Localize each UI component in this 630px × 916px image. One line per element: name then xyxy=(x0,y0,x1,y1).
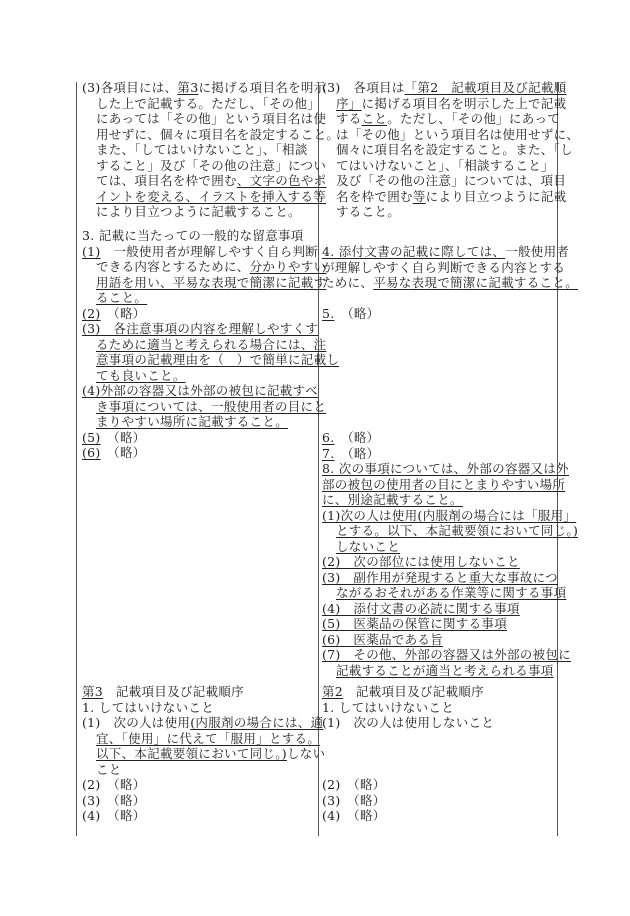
underlined-revision-text: 部の被包の使用者の目にとまりやすい場所 xyxy=(322,476,566,492)
text-segment: (3)各項目には、 xyxy=(82,80,178,95)
underlined-revision-text: 平易な表現で簡潔に記載すること。 xyxy=(373,275,579,290)
underlined-revision-text: (内服剤の場合には、適 xyxy=(190,715,324,730)
underlined-revision-text: 第3 xyxy=(177,80,199,95)
text-line xyxy=(322,96,579,112)
underlined-revision-text: こと xyxy=(361,111,388,126)
text-line xyxy=(82,731,325,747)
text-line xyxy=(82,158,339,174)
text-line xyxy=(82,445,339,461)
underlined-revision-text: とする。以下、本記載要領において同じ。) xyxy=(336,523,579,538)
underlined-revision-text: ても良いこと。 xyxy=(96,367,186,383)
text-segment: 及び「その他の注意」については、項目 xyxy=(336,173,567,188)
text-segment: 記載項目及び記載順序 xyxy=(343,684,484,699)
underlined-revision-text: (5) 医薬品の保管に関する事項 xyxy=(322,616,508,631)
text-line xyxy=(322,715,494,731)
text-line xyxy=(82,414,339,430)
text-segment: （略） xyxy=(334,306,380,321)
text-line xyxy=(82,306,339,322)
text-line xyxy=(82,352,339,368)
text-segment: は「その他」という項目名は使用せずに、 xyxy=(336,126,580,142)
text-line xyxy=(322,244,578,260)
text-line xyxy=(322,111,579,127)
text-line xyxy=(322,508,578,524)
text-segment: 1. してはいけないこと xyxy=(322,699,454,715)
text-line xyxy=(322,616,578,632)
text-line xyxy=(322,492,578,508)
underlined-revision-text: (2) 次の部位には使用しないこと xyxy=(322,554,520,569)
text-segment: (1) 次の人は使用しないこと xyxy=(322,715,495,730)
right-section-2-omitted-items xyxy=(322,777,386,824)
text-segment: てはいけないこと」、「相談すること」 xyxy=(336,157,554,173)
text-line xyxy=(82,275,339,291)
text-line xyxy=(82,80,339,96)
underlined-revision-text: 宜、「使用」に代えて「服用」とする。 xyxy=(96,730,321,746)
text-segment: 用せずに、個々に項目名を設定すること。 xyxy=(96,126,340,142)
right-items-6-8-section xyxy=(322,430,578,678)
underlined-revision-text: 意事項の記載理由を（ ）で簡単に記載し xyxy=(96,352,340,367)
text-line xyxy=(322,632,578,648)
underlined-revision-text: まりやすい場所に記載すること。 xyxy=(96,414,289,429)
text-line xyxy=(82,244,339,260)
text-line xyxy=(322,539,578,555)
text-line xyxy=(322,477,578,493)
text-segment: ために、 xyxy=(322,275,374,290)
text-segment: 個々に項目名を設定すること。また、「し xyxy=(336,142,573,157)
underlined-revision-text: (4) 添付文書の必読に関する事項 xyxy=(322,600,520,616)
text-line xyxy=(322,306,379,322)
text-line xyxy=(82,127,339,143)
underlined-revision-text: 用語を用い、平易な表現で簡潔に記載す xyxy=(96,274,327,290)
text-segment: に掲げる項目名を明示 xyxy=(198,80,327,95)
text-line xyxy=(322,777,386,793)
text-segment: (2) （略） xyxy=(322,777,386,792)
text-segment: 記載項目及び記載順序 xyxy=(103,684,244,699)
text-line xyxy=(322,189,579,205)
text-segment: （略） xyxy=(100,429,146,445)
text-line xyxy=(322,808,386,824)
text-segment: (4) （略） xyxy=(82,808,146,823)
text-line xyxy=(82,762,325,778)
underlined-revision-text: 序」 xyxy=(336,95,362,111)
underlined-revision-text: (3) 各注意事項の内容を理解しやすくす xyxy=(82,321,319,336)
underlined-revision-text: しないこと xyxy=(336,538,401,554)
text-line xyxy=(82,290,339,306)
underlined-revision-text: 「第2 記載項目及び記載順 xyxy=(404,80,567,95)
text-segment: (1) 次の人は使用 xyxy=(82,715,191,730)
text-line xyxy=(82,793,325,809)
underlined-revision-text: (4)外部の容器又は外部の被包に記載すべ xyxy=(82,383,318,398)
right-item-4-section xyxy=(322,244,578,291)
text-line xyxy=(322,173,579,189)
underlined-revision-text: 第3 xyxy=(82,684,104,699)
text-line xyxy=(322,793,386,809)
text-line xyxy=(322,275,578,291)
text-line xyxy=(82,111,339,127)
text-segment: にあっては「その他」という項目名は使 xyxy=(96,111,327,126)
underlined-revision-text: 5. xyxy=(322,306,335,321)
text-line xyxy=(82,228,339,244)
right-item-5-section xyxy=(322,306,379,322)
underlined-revision-text: 、文字の色やポ xyxy=(236,173,327,188)
text-line xyxy=(322,585,578,601)
text-line xyxy=(322,127,579,143)
text-line xyxy=(322,158,579,174)
underlined-revision-text: 分かりやすい xyxy=(249,259,327,274)
text-segment: すること」及び「その他の注意」につい xyxy=(96,157,327,173)
text-line xyxy=(322,80,579,96)
text-segment: （略） xyxy=(334,430,380,445)
text-line xyxy=(82,337,339,353)
text-line xyxy=(322,461,578,477)
underlined-revision-text: 第2 xyxy=(322,684,344,699)
text-line xyxy=(82,368,339,384)
text-segment: 3. 記載に当たっての一般的な留意事項 xyxy=(82,228,304,243)
text-line xyxy=(322,204,579,220)
underlined-revision-text: (3) 副作用が発現すると重大な事故につ xyxy=(322,569,558,585)
underlined-revision-text: (5) xyxy=(82,429,101,445)
text-line xyxy=(82,189,339,205)
text-line xyxy=(82,399,339,415)
underlined-revision-text: (6) 医薬品である旨 xyxy=(322,631,444,647)
text-line xyxy=(322,570,578,586)
right-section-2-items xyxy=(322,684,494,731)
underlined-revision-text: (2) xyxy=(82,305,101,321)
text-line xyxy=(82,715,325,731)
text-segment: (4) （略） xyxy=(322,808,386,823)
text-segment: こと xyxy=(96,761,122,777)
text-line xyxy=(322,700,494,716)
text-line xyxy=(82,777,325,793)
underlined-revision-text: (7) その他、外部の容器又は外部の被包に xyxy=(322,647,572,662)
text-segment: ては、項目名を枠で囲む xyxy=(96,173,237,188)
text-line xyxy=(82,204,339,220)
text-segment: する xyxy=(336,111,362,126)
underlined-revision-text: るために適当と考えられる場合には、注 xyxy=(96,336,327,352)
right-item-3-section xyxy=(322,80,579,220)
text-line xyxy=(82,383,339,399)
text-line xyxy=(82,142,339,158)
text-line xyxy=(322,663,578,679)
text-segment: に掲げる項目名を明示した上で記載 xyxy=(361,95,567,111)
text-segment: (3) （略） xyxy=(322,792,386,808)
text-segment: した上で記載する。ただし、「その他」 xyxy=(96,95,321,111)
underlined-revision-text: (1)次の人は使用(内服剤の場合には「服用」 xyxy=(322,507,577,523)
text-line xyxy=(82,173,339,189)
underlined-revision-text: 記載することが適当と考えられる事項 xyxy=(336,662,554,678)
underlined-revision-text: 等 xyxy=(412,188,426,204)
text-line xyxy=(82,430,339,446)
text-segment: しない xyxy=(286,746,326,761)
text-segment: 一般使用者 xyxy=(505,244,570,259)
text-segment: が理解しやすく自ら判断できる内容とする xyxy=(322,259,566,275)
underlined-revision-text: 以下、本記載要領において同じ。) xyxy=(96,746,287,761)
text-segment: すること。 xyxy=(336,204,401,219)
underlined-revision-text: 4. 添付文書の記載に際しては、 xyxy=(322,244,506,259)
text-segment: （略） xyxy=(334,445,380,461)
text-line xyxy=(82,684,325,700)
text-segment: (3) 各項目は xyxy=(322,80,405,95)
text-segment: 1. してはいけないこと xyxy=(82,699,214,715)
text-line xyxy=(322,684,494,700)
table-border-left xyxy=(76,82,77,836)
text-line xyxy=(322,601,578,617)
underlined-revision-text: き事項については、一般使用者の目にと xyxy=(96,398,327,414)
underlined-revision-text: イントを変える、イラストを挿入する等 xyxy=(96,188,327,204)
underlined-revision-text: 7. xyxy=(322,445,335,461)
underlined-revision-text: (6) xyxy=(82,445,101,460)
text-line xyxy=(82,259,339,275)
text-line xyxy=(322,142,579,158)
text-segment: により目立つように記載すること。 xyxy=(96,204,301,219)
left-section-3-items xyxy=(82,684,325,824)
underlined-revision-text: 8. 次の事項については、外部の容器又は外 xyxy=(322,461,569,476)
text-line xyxy=(82,808,325,824)
text-line xyxy=(322,554,578,570)
text-segment: (3) （略） xyxy=(82,792,146,808)
text-segment: 一般使用者が理解しやすく自ら判断 xyxy=(100,243,319,259)
underlined-revision-text: に、別途記載すること。 xyxy=(322,492,463,507)
text-segment: また、「してはいけないこと」、「相談 xyxy=(96,142,308,157)
underlined-revision-text: 6. xyxy=(322,430,335,445)
left-general-notes-section xyxy=(82,228,339,461)
text-line xyxy=(322,523,578,539)
text-line xyxy=(322,260,578,276)
text-segment: により目立つように記載 xyxy=(425,188,567,204)
underlined-revision-text: ること。 xyxy=(96,290,148,305)
text-line xyxy=(82,321,339,337)
text-line xyxy=(322,647,578,663)
text-segment: （略） xyxy=(100,305,146,321)
left-item-3-section xyxy=(82,80,339,220)
text-segment: （略） xyxy=(100,445,146,460)
text-segment: できる内容とするために、 xyxy=(96,259,250,274)
text-segment: 名を枠で囲む xyxy=(336,188,413,204)
text-line xyxy=(322,446,578,462)
underlined-revision-text: ながるおそれがある作業等に関する事項 xyxy=(336,585,567,600)
underlined-revision-text: (1) xyxy=(82,243,101,259)
text-line xyxy=(82,700,325,716)
text-segment: 。ただし、「その他」にあって xyxy=(387,111,561,126)
text-line xyxy=(82,96,339,112)
text-line xyxy=(322,430,578,446)
text-line xyxy=(82,746,325,762)
text-segment: (2) （略） xyxy=(82,777,146,792)
